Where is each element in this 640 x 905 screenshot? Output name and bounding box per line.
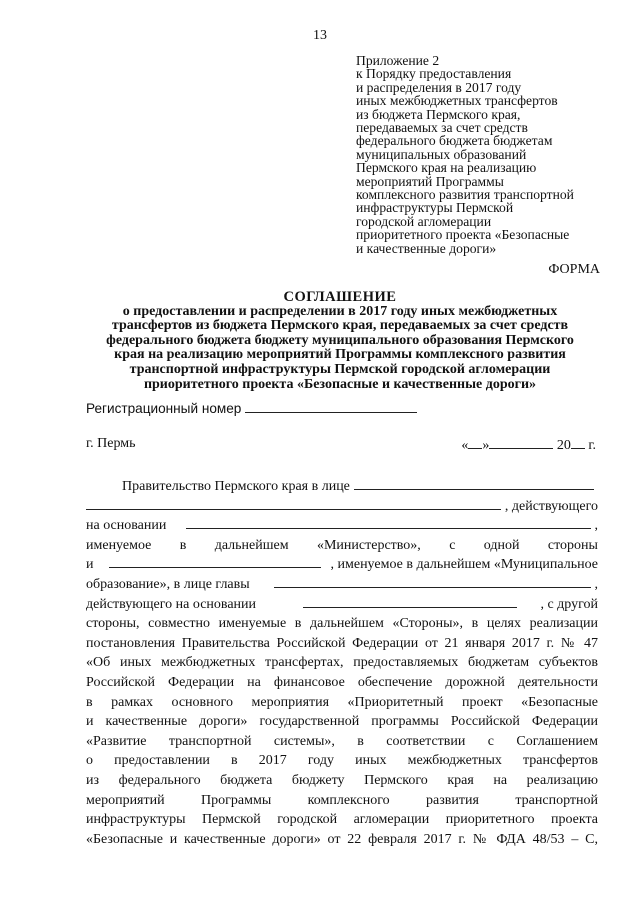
appendix-line: Пермского края на реализацию [356,160,537,176]
appendix-line: инфраструктуры Пермской [356,200,514,216]
city: г. Пермь [86,436,136,451]
body-line: «Безопасные и качественные дороги» от 22 февраля 2017 г. № ФДА 48/53 – С, [86,831,598,847]
body-word: с [449,537,456,553]
title-line: края на реализацию мероприятий Программы комплексного развития [114,347,566,363]
body-text: образование», в лице главы [86,576,250,592]
body-text: на основании [86,518,167,534]
month-field[interactable] [489,436,553,449]
day-field[interactable] [468,436,482,449]
date-close-quote: » [482,438,490,453]
title-line: транспортной инфраструктуры Пермской городской агломерации [129,361,551,377]
appendix-line: мероприятий Программы [356,173,504,189]
basis-field[interactable] [186,516,590,529]
body-line: из федерального бюджета бюджету Пермского края на реализацию [86,772,598,788]
document-title [80,290,600,392]
body-line: инфраструктуры Пермской городской агломерации приоритетного проекта [86,812,598,828]
appendix-line: приоритетного проекта «Безопасные [356,227,570,243]
body-line: «Развитие транспортной системы», в соответствии с Соглашением [86,733,598,749]
appendix-line: городской агломерации [356,213,492,229]
title-line: приоритетного проекта «Безопасные и качественные дороги» [143,376,537,392]
body-line: стороны, совместно именуемые в дальнейшем «Стороны», в целях реализации [86,616,598,632]
body-text: , именуемое в дальнейшем «Муниципальное [330,557,598,573]
appendix-line: иных межбюджетных трансфертов [356,93,558,109]
year-field[interactable] [571,436,585,449]
appendix-line: и качественные дороги» [356,240,497,256]
body-text: действующего на основании [86,596,257,612]
registration-number-field[interactable] [245,400,417,413]
body-row [86,477,598,497]
title-heading: СОГЛАШЕНИЕ [283,289,397,305]
body-word: «Министерство», [316,537,421,553]
representative-field[interactable] [354,477,594,490]
appendix-line: комплексного развития транспортной [356,187,574,203]
body-text: , [594,576,598,592]
body-line: «Об иных межбюджетных трансфертах, предоставляемых бюджетам субъектов [86,655,598,671]
body-word: именуемое [86,537,152,553]
appendix-line: из бюджета Пермского края, [356,106,521,122]
body-text: и [86,557,94,573]
body-row [86,595,598,615]
body-line: и качественные дороги» государственной программы Российской Федерации [86,714,598,730]
body-line: в рамках основного мероприятия «Приоритетный проект «Безопасные [86,694,598,710]
date-open-quote: « [461,438,469,453]
body-row [86,516,598,536]
body-line: Российской Федерации на финансовое обеспечение дорожной деятельности [86,674,598,690]
body-word: одной [483,537,520,553]
body-line: мероприятий Программы комплексного развития транспортной [86,792,598,808]
head-basis-field[interactable] [303,595,517,608]
title-line: трансфертов из бюджета Пермского края, передаваемых за счет средств [111,318,569,334]
appendix-line: федерального бюджета бюджетам [356,133,553,149]
head-name-field[interactable] [274,575,591,588]
date-field [461,436,596,454]
body-row [86,497,598,517]
appendix-line: передаваемых за счет средств [356,120,528,136]
body-row [86,555,598,575]
registration-number [86,400,417,416]
body-text: , действующего [504,498,598,514]
body-line: о предоставлении в 2017 году иных межбюджетных трансфертов [86,753,598,769]
body-text: Правительство Пермского края в лице [122,479,350,494]
agreement-body [86,477,598,849]
appendix-line: Приложение 2 [356,53,440,68]
body-text: , [594,518,598,534]
form-label: ФОРМА [548,262,600,277]
appendix-line: муниципальных образований [356,146,527,162]
body-word: дальнейшем [214,537,289,553]
page-number: 13 [313,28,327,43]
title-line: о предоставлении и распределении в 2017 году иных межбюджетных [122,303,558,319]
representative-field-cont[interactable] [86,497,501,510]
appendix-line: к Порядку предоставления [356,66,512,82]
appendix-line: и распределения в 2017 году [356,79,522,95]
body-line: постановления Правительства Российской Федерации от 21 января 2017 г. № 47 [86,635,598,651]
body-row [86,575,598,595]
body-text: , с другой [540,596,598,612]
municipality-field[interactable] [109,555,321,568]
year-prefix: 20 [556,438,571,453]
body-word: в [179,537,187,553]
year-suffix: г. [588,438,596,453]
registration-label: Регистрационный номер [86,401,242,416]
body-word: стороны [547,537,598,553]
appendix-block [356,54,606,255]
body-row [86,536,598,556]
title-line: федерального бюджета бюджету муниципального образования Пермского [106,332,574,348]
